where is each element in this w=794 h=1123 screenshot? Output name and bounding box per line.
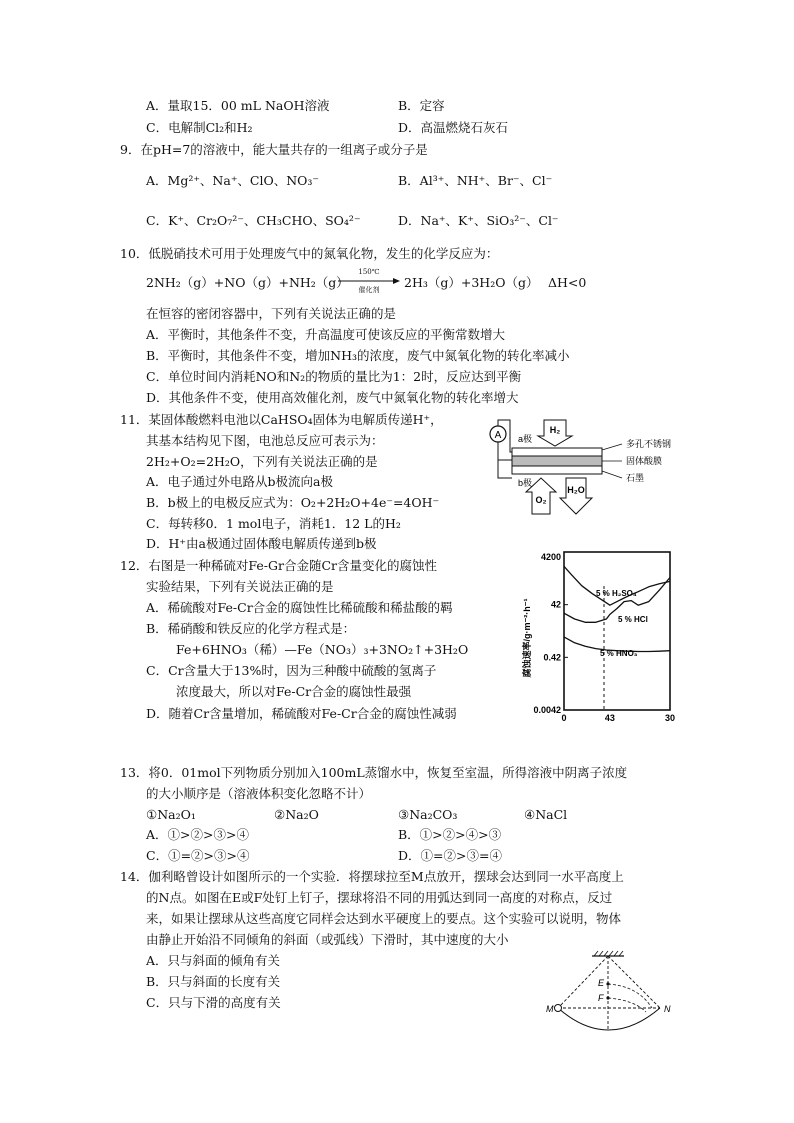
q9-option-d: D．Na⁺、K⁺、SiO₃²⁻、Cl⁻ <box>398 213 559 228</box>
point-n-label: N <box>664 1004 671 1014</box>
q10-option-a: A．平衡时，其他条件不变，升高温度可使该反应的平衡常数增大 <box>146 327 506 342</box>
q11-option-b: B．b极上的电极反应式为：O₂+2H₂O+4e⁻=4OH⁻ <box>146 495 440 510</box>
q12-option-b: B．稀硝酸和铁反应的化学方程式是： <box>146 621 356 636</box>
q11-stem-line1: 11．某固体酸燃料电池以CaHSO₄固体为电解质传递H⁺， <box>120 412 443 427</box>
point-m-label: M <box>546 1004 554 1014</box>
fuel-cell-diagram <box>484 414 720 518</box>
q11-stem-line3: 2H₂+O₂=2H₂O，下列有关说法正确的是 <box>146 454 378 469</box>
chart-series-label-1: 5 % HCl <box>618 615 648 624</box>
q14-option-a: A．只与斜面的倾角有关 <box>146 953 281 968</box>
q14-option-b: B．只与斜面的长度有关 <box>146 974 281 989</box>
q13-item-4: ④NaCl <box>524 807 568 822</box>
q8-option-a: A．量取15．00 mL NaOH溶液 <box>146 98 330 113</box>
q9-stem: 9．在pH=7的溶液中，能大量共存的一组离子或分子是 <box>120 142 428 157</box>
q12-option-d: D．随着Cr含量增加，稀硫酸对Fe-Cr合金的腐蚀性减弱 <box>146 706 457 721</box>
q13-option-a: A．①>②>③>④ <box>146 827 249 842</box>
layer-label-graphite: 石墨 <box>626 473 645 483</box>
q13-item-2: ②Na₂O <box>274 807 319 822</box>
h2o-label: H₂O <box>567 485 585 495</box>
q12-stem-line2: 实验结果，下列有关说法正确的是 <box>146 579 334 594</box>
q11-option-a: A．电子通过外电路从b极流向a极 <box>146 474 333 489</box>
q13-stem-line2: 的大小顺序是（溶液体积变化忽略不计） <box>146 786 372 801</box>
chart-series-label-0: 5 % H₂SO₄ <box>596 589 637 598</box>
electrode-b-label: b极 <box>518 478 533 488</box>
q8-option-d: D．高温燃烧石灰石 <box>398 120 509 135</box>
q14-stem-line2: 的N点。如图在E或F处钉上钉子，摆球将沿不同的用弧达到同一高度的对称点，反过 <box>146 890 613 905</box>
chart-x-tick-label: 43 <box>604 713 615 722</box>
q11-option-c: C．每转移0．1 mol电子，消耗1．12 L的H₂ <box>146 516 401 531</box>
q11-stem-line2: 其基本结构见下图，电池总反应可表示为： <box>146 433 384 448</box>
q14-stem-line4: 由静止开始沿不同倾角的斜面（或弧线）下滑时，其中速度的大小 <box>146 932 509 947</box>
chart-x-tick-label: 30 <box>664 713 676 722</box>
h2-label: H₂ <box>549 425 561 435</box>
corrosion-rate-chart <box>512 546 682 722</box>
q9-option-a: A．Mg²⁺、Na⁺、ClO、NO₃⁻ <box>146 173 320 188</box>
q10-condition-catalyst: 催化剂 <box>358 286 380 294</box>
layer-label-membrane: 固体酸膜 <box>626 456 663 466</box>
q13-option-c: C．①=②>③>④ <box>146 848 250 863</box>
q14-stem-line1: 14．伽利略曾设计如图所示的一个实验．将摆球拉至M点放开，摆球会达到同一水平高度上 <box>120 869 624 884</box>
chart-plot-frame <box>564 552 670 710</box>
q13-item-3: ③Na₂CO₃ <box>398 807 458 822</box>
q10-enthalpy: ΔH<0 <box>548 275 587 290</box>
chart-y-axis-label: 腐蚀速率/g·m⁻²·h⁻¹ <box>522 598 532 678</box>
pendulum-diagram <box>538 950 678 1032</box>
q12-option-a: A．稀硫酸对Fe-Cr合金的腐蚀性比稀硫酸和稀盐酸的羁 <box>146 600 453 615</box>
chart-series-label-2: 5 % HNO₃ <box>600 649 638 658</box>
q14-stem-line3: 来，如果让摆球从这些高度它同样会达到水平硬度上的要点。这个实验可以说明，物体 <box>146 911 622 926</box>
arrow-icon <box>338 276 400 286</box>
q13-option-d: D．①=②>③=④ <box>398 848 502 863</box>
q10-equation-right: 2H₃（g）+3H₂O（g） <box>404 275 539 290</box>
q13-item-1: ①Na₂O₁ <box>146 807 196 822</box>
q10-reaction-arrow <box>338 268 400 294</box>
q12-option-c-line2: 浓度最大，所以对Fe-Cr合金的腐蚀性最强 <box>176 684 412 699</box>
q10-equation-left: 2NH₂（g）+NO（g）+NH₂（g） <box>146 275 349 290</box>
q9-option-b: B．Al³⁺、NH⁺、Br⁻、Cl⁻ <box>398 173 553 188</box>
point-e-label: E <box>598 978 605 988</box>
chart-y-tick-label: 42 <box>550 599 561 610</box>
ammeter-label: A <box>494 430 502 441</box>
q12-stem-line1: 12．右图是一种稀硫对Fe-Gr合金随Cr含量变化的腐蚀性 <box>120 558 438 573</box>
q13-stem-line1: 13．将0．01mol下列物质分别加入100mL蒸馏水中，恢复至室温，所得溶液中阴离子浓度 <box>120 765 628 780</box>
q10-option-d: D．其他条件不变，使用高效催化剂，废气中氮氧化物的转化率增大 <box>146 390 519 405</box>
chart-y-tick-label: 0.42 <box>543 652 561 663</box>
q10-intro: 在恒容的密闭容器中，下列有关说法正确的是 <box>146 306 397 321</box>
q12-option-c-line1: C．Cr含量大于13%时，因为三种酸中硫酸的氢离子 <box>146 663 437 678</box>
q12-option-b-equation: Fe+6HNO₃（稀）—Fe（NO₃）₃+3NO₂↑+3H₂O <box>176 642 469 657</box>
chart-x-tick-label: 0 <box>561 713 567 722</box>
chart-y-tick-label: 4200 <box>540 552 561 562</box>
layer-label-steel: 多孔不锈钢 <box>626 439 672 449</box>
q9-option-c: C．K⁺、Cr₂O₇²⁻、CH₃CHO、SO₄²⁻ <box>146 213 361 228</box>
q8-option-c: C．电解制Cl₂和H₂ <box>146 120 253 135</box>
q10-option-c: C．单位时间内消耗NO和N₂的物质的量比为1：2时，反应达到平衡 <box>146 369 522 384</box>
pendulum-ball-icon <box>555 1005 562 1012</box>
chart-y-tick-label: 0.0042 <box>533 705 561 715</box>
point-f-label: F <box>598 993 604 1003</box>
h2o-arrow-icon <box>560 478 592 514</box>
q11-option-d: D．H⁺由a极通过固体酸电解质传递到b极 <box>146 536 377 551</box>
chart-series-line-0 <box>564 566 670 605</box>
q13-option-b: B．①>②>④>③ <box>398 827 502 842</box>
electrode-a-label: a极 <box>518 434 533 444</box>
q8-option-b: B．定容 <box>398 98 445 113</box>
q10-stem: 10．低脱硝技术可用于处理废气中的氮氧化物，发生的化学反应为： <box>120 246 499 261</box>
q10-condition-temperature: 150℃ <box>358 268 380 276</box>
o2-label: O₂ <box>535 495 547 505</box>
q10-option-b: B．平衡时，其他条件不变，增加NH₃的浓度，废气中氮氧化物的转化率减小 <box>146 348 570 363</box>
q14-option-c: C．只与下滑的高度有关 <box>146 995 281 1010</box>
